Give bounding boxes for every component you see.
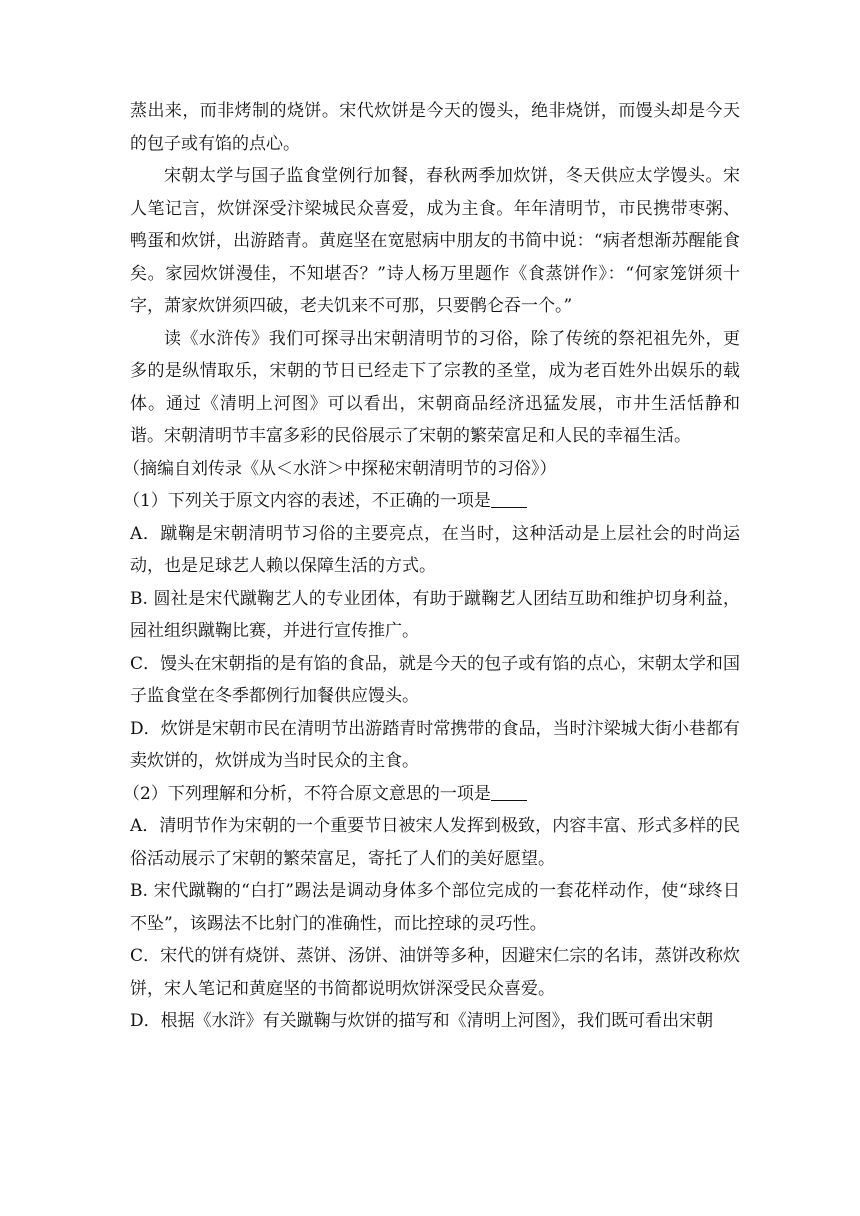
- question-stem-text: （1）下列关于原文内容的表述，不正确的一项是: [123, 491, 491, 511]
- option: C．馒头在宋朝指的是有馅的食品，就是今天的包子或有馅的点心，宋朝太学和国子监食堂在冬季都例行加餐供应馒头。: [130, 653, 740, 706]
- option: C．宋代的饼有烧饼、蒸饼、汤饼、油饼等多种，因避宋仁宗的名讳，蒸饼改称炊饼，宋人笔记和黄庭坚的书简都说明炊饼深受民众喜爱。: [130, 946, 740, 999]
- source-citation: （摘编自刘传录《从＜水浒＞中探秘宋朝清明节的习俗》）: [123, 458, 557, 479]
- option: D．根据《水浒》有关蹴鞠与炊饼的描写和《清明上河图》，我们既可看出宋朝: [130, 1011, 714, 1031]
- question-stem: [123, 778, 740, 811]
- option: A．蹴鞠是宋朝清明节习俗的主要亮点，在当时，这种活动是上层社会的时尚运动，也是足球艺人赖以保障生活的方式。: [130, 523, 740, 576]
- question-stem-text: （2）下列理解和分析，不符合原文意思的一项是: [123, 783, 491, 804]
- option: B. 宋代蹴鞠的“白打”踢法是调动身体多个部位完成的一套花样动作，使“球终日不坠”，该踢法不比射门的准确性，而比控球的灵巧性。: [130, 881, 740, 934]
- paragraph: 蒸出来，而非烤制的烧饼。宋代炊饼是今天的馒头，绝非烧饼，而馒头却是今天的包子或有馅的点心。: [130, 101, 740, 154]
- paragraph: 宋朝太学与国子监食堂例行加餐，春秋两季加炊饼，冬天供应太学馒头。宋人笔记言，炊饼深受汴梁城民众喜爱，成为主食。年年清明节，市民携带枣粥、鸭蛋和炊饼，出游踏青。黄庭坚在宽慰病中朋友的书简中说：“病者想渐苏醒能食矣。家园炊饼漫佳，不知堪否？”诗人杨万里题作《食蒸饼作》：“何家笼饼须十字，萧家炊饼须四破，老夫饥来不可那，只要鹘仑吞一个。”: [130, 166, 740, 316]
- paragraph: 读《水浒传》我们可探寻出宋朝清明节的习俗，除了传统的祭祀祖先外，更多的是纵情取乐，宋朝的节日已经走下了宗教的圣堂，成为老百姓外出娱乐的载体。通过《清明上河图》可以看出，宋朝商品经济迅猛发展，市井生活恬静和谐。宋朝清明节丰富多彩的民俗展示了宋朝的繁荣富足和人民的幸福生活。: [130, 328, 740, 446]
- option: A．清明节作为宋朝的一个重要节日被宋人发挥到极致，内容丰富、形式多样的民俗活动展示了宋朝的繁荣富足，寄托了人们的美好愿望。: [130, 816, 740, 869]
- document-page: [123, 95, 740, 1038]
- option: D．炊饼是宋朝市民在清明节出游踏青时常携带的食品，当时汴梁城大街小巷都有卖炊饼的，炊饼成为当时民众的主食。: [130, 718, 740, 771]
- answer-blank: [491, 490, 527, 508]
- option: B. 圆社是宋代蹴鞠艺人的专业团体，有助于蹴鞠艺人团结互助和维护切身利益，园社组织蹴鞠比赛，并进行宣传推广。: [130, 588, 740, 641]
- question-stem: [123, 485, 740, 518]
- answer-blank: [491, 783, 527, 801]
